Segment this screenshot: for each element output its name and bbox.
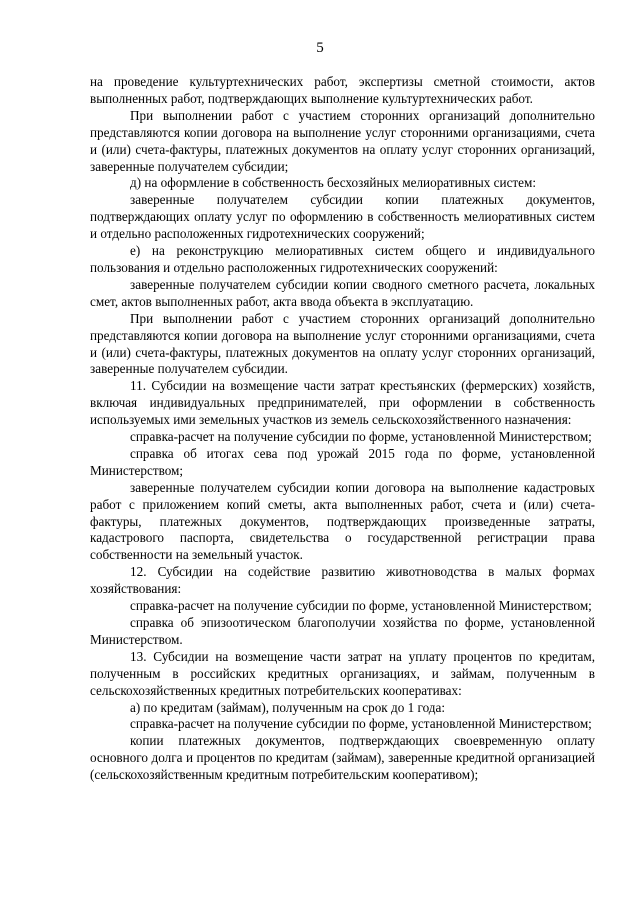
paragraph: справка-расчет на получение субсидии по форме, установленной Министерством;: [130, 598, 592, 614]
paragraph: д) на оформление в собственность бесхозяйных мелиоративных систем:: [130, 175, 537, 191]
document-body: [90, 74, 595, 784]
paragraph: При выполнении работ с участием сторонних организаций дополнительно представляются копии договора на выполнение услуг сторонними организациями, счета и (или) счета-фактуры, платежных документов на оплату услуг сторонних организаций, заверенные получателем субсидии;: [90, 107, 595, 174]
paragraph: 11. Субсидии на возмещение части затрат крестьянских (фермерских) хозяйств, включая индивидуальных предпринимателей, при оформлении в собственность используемых ими земельных участков из земель сельскохозяйственного назначения:: [90, 378, 595, 428]
paragraph: 12. Субсидии на содействие развитию животноводства в малых формах хозяйствования:: [90, 564, 595, 597]
paragraph: 13. Субсидии на возмещение части затрат на уплату процентов по кредитам, полученным в российских кредитных организациях, и займам, полученным в сельскохозяйственных кредитных потребительских кооперативах:: [90, 648, 595, 698]
paragraph: е) на реконструкцию мелиоративных систем общего и индивидуального пользования и отдельно расположенных гидротехнических сооружений:: [90, 243, 595, 275]
paragraph: заверенные получателем субсидии копии платежных документов, подтверждающих оплату услуг по оформлению в собственность мелиоративных систем и отдельно расположенных гидротехнических сооружений;: [90, 192, 595, 242]
paragraph: заверенные получателем субсидии копии сводного сметного расчета, локальных смет, актов выполненных работ, акта ввода объекта в эксплуатацию.: [90, 276, 595, 309]
paragraph: При выполнении работ с участием сторонних организаций дополнительно представляются копии договора на выполнение услуг сторонними организациями, счета и (или) счета-фактуры, платежных документов на оплату услуг сторонних организаций, заверенные получателем субсидии.: [90, 310, 595, 377]
paragraph: справка об итогах сева под урожай 2015 года по форме, установленной Министерством;: [90, 445, 595, 478]
paragraph: на проведение культуртехнических работ, экспертизы сметной стоимости, актов выполненных работ, подтверждающих выполнение культуртехнических работ.: [90, 74, 595, 106]
paragraph: справка-расчет на получение субсидии по форме, установленной Министерством;: [130, 716, 592, 732]
paragraph: справка об эпизоотическом благополучии хозяйства по форме, установленной Министерством.: [90, 615, 595, 647]
paragraph: копии платежных документов, подтверждающих своевременную оплату основного долга и процентов по кредитам (займам), заверенные кредитной организацией (сельскохозяйственным кредитным потребительским кооперативом);: [90, 733, 595, 783]
page-number: 5: [316, 40, 324, 56]
paragraph: справка-расчет на получение субсидии по форме, установленной Министерством;: [130, 429, 592, 445]
paragraph: а) по кредитам (займам), полученным на срок до 1 года:: [130, 699, 446, 715]
paragraph: заверенные получателем субсидии копии договора на выполнение кадастровых работ с приложением копий сметы, акта выполненных работ, счета и (или) счета-фактуры, платежных документов, подтверждающих произведенные затраты, кадастрового паспорта, свидетельства о государственной регистрации права собственности на земельный участок.: [90, 479, 595, 563]
